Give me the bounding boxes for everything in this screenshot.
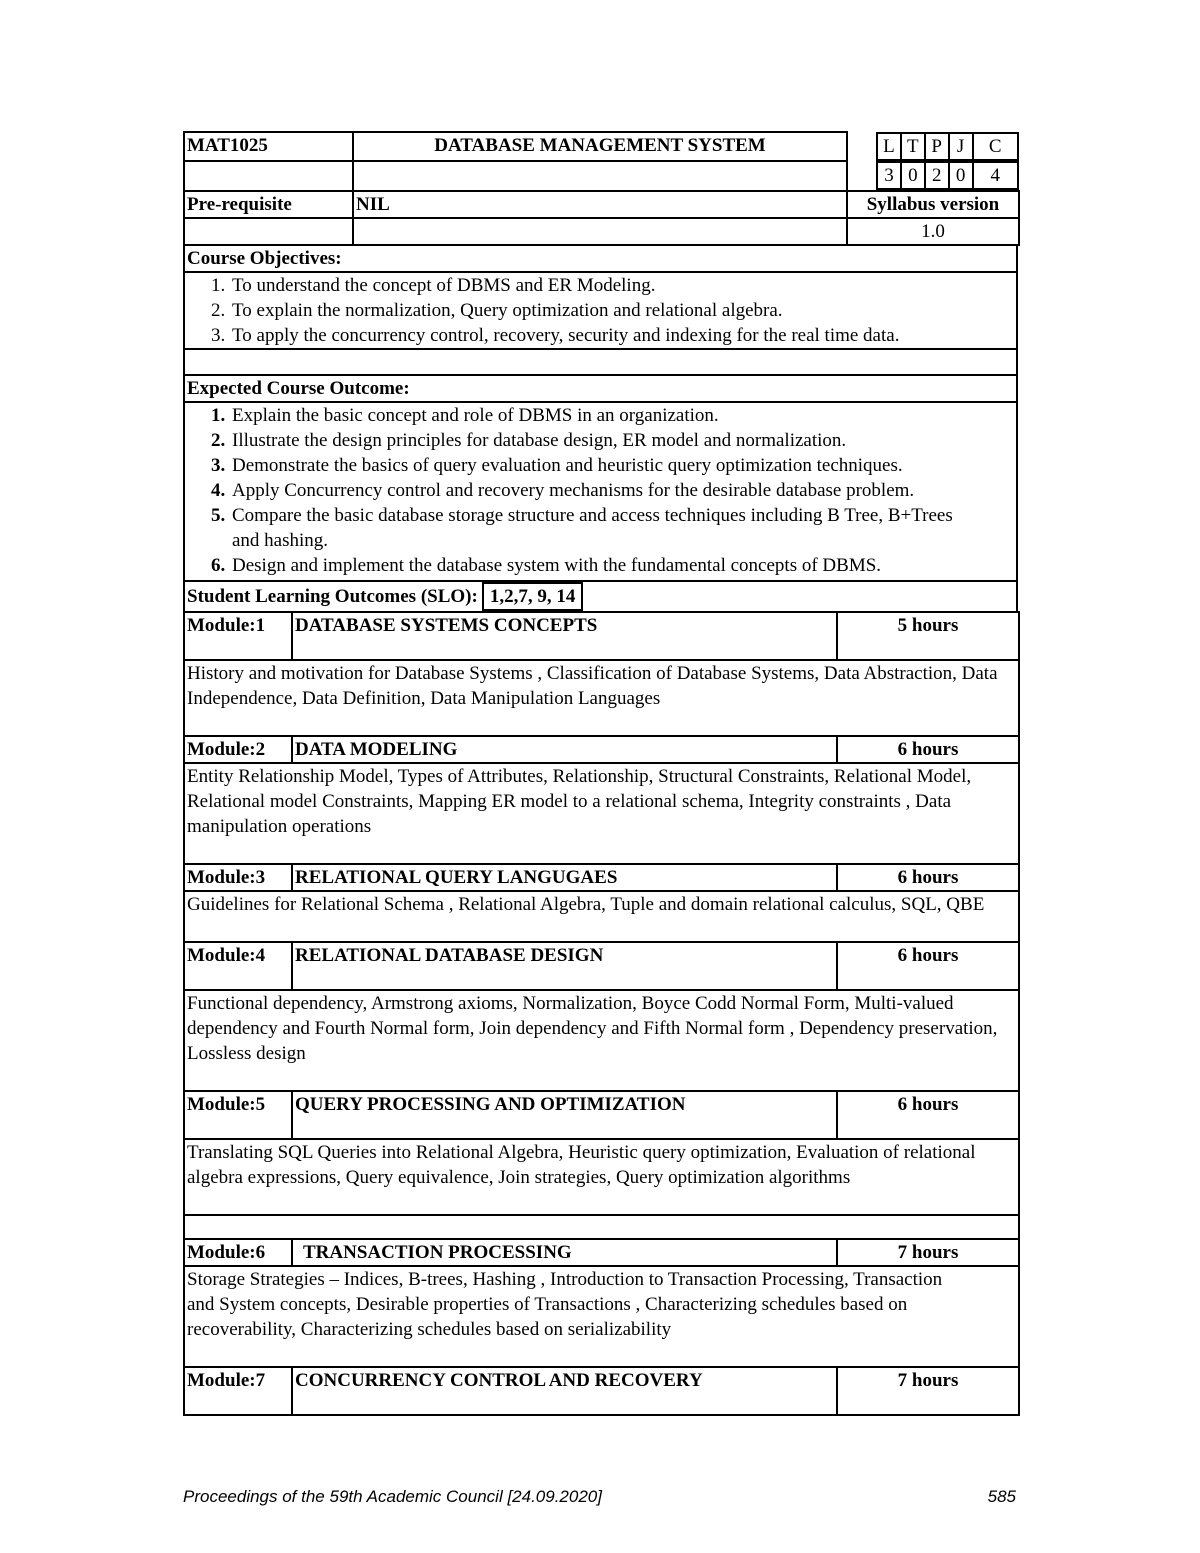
- outcome-item: 2. Illustrate the design principles for database design, ER model and normalization.: [230, 428, 1014, 453]
- objective-item: 1. To understand the concept of DBMS and ER Modeling.: [230, 273, 1014, 298]
- ltpjc-label: L: [877, 133, 901, 160]
- module-hours: 6 hours: [837, 864, 1019, 891]
- module-hours: 7 hours: [837, 1367, 1019, 1415]
- objectives-list-cell: [184, 272, 1017, 349]
- ltpjc-label: P: [925, 133, 949, 160]
- module-content: Translating SQL Queries into Relational Algebra, Heuristic query optimization, Evaluation of relational algebra expressions, Query equivalence, Join strategies, Query optimization algorithms: [184, 1139, 1019, 1215]
- prereq-label: Pre-requisite: [184, 191, 353, 218]
- module-content: Entity Relationship Model, Types of Attributes, Relationship, Structural Constraints, Relational Model, Relational model Constraints, Mapping ER model to a relational schema, Integrity constraints , Data manipulation operations: [184, 763, 1019, 864]
- module-label: Module:7: [184, 1367, 292, 1415]
- module-content: Functional dependency, Armstrong axioms, Normalization, Boyce Codd Normal Form, Multi-valued dependency and Fourth Normal form, Join dependency and Fifth Normal form , Dependency preservation, Lossless design: [184, 990, 1019, 1091]
- ltpjc-values-table: [876, 161, 1019, 190]
- ltpjc-values-cell: [847, 161, 1019, 191]
- module-label: Module:2: [184, 736, 292, 763]
- course-title: DATABASE MANAGEMENT SYSTEM: [353, 132, 847, 161]
- module-hours: 7 hours: [837, 1239, 1019, 1266]
- objective-item: 3. To apply the concurrency control, recovery, security and indexing for the real time data.: [230, 323, 1014, 348]
- ltpjc-value: 0: [949, 162, 973, 189]
- outcomes-heading: Expected Course Outcome:: [184, 375, 1017, 402]
- ltpjc-label: J: [949, 133, 973, 160]
- ltpjc-value: 3: [877, 162, 901, 189]
- objectives-list: [187, 273, 1014, 348]
- page-footer: [183, 1487, 1016, 1507]
- module-title: QUERY PROCESSING AND OPTIMIZATION: [292, 1091, 837, 1139]
- module-hours: 6 hours: [837, 1091, 1019, 1139]
- module-title: CONCURRENCY CONTROL AND RECOVERY: [292, 1367, 837, 1415]
- module-title: DATA MODELING: [292, 736, 837, 763]
- objectives-heading: Course Objectives:: [184, 245, 1017, 272]
- module-hours: 5 hours: [837, 612, 1019, 660]
- outcome-item: 5. Compare the basic database storage structure and access techniques including B Tree, B+Trees and hashing.: [230, 503, 1014, 553]
- outcome-item: 6. Design and implement the database system with the fundamental concepts of DBMS.: [230, 553, 1014, 578]
- slo-row: [184, 581, 1017, 612]
- empty-row: [184, 349, 1017, 375]
- module-label: Module:3: [184, 864, 292, 891]
- empty-row: [184, 1215, 1019, 1239]
- modules-table: [183, 611, 1020, 1416]
- ltpjc-label: T: [901, 133, 925, 160]
- syllabus-document: [183, 131, 1018, 1416]
- module-title: RELATIONAL DATABASE DESIGN: [292, 942, 837, 990]
- empty-cell: [353, 218, 847, 245]
- outcome-item: 1. Explain the basic concept and role of DBMS in an organization.: [230, 403, 1014, 428]
- module-hours: 6 hours: [837, 736, 1019, 763]
- slo-label: Student Learning Outcomes (SLO):: [187, 586, 478, 607]
- module-label: Module:4: [184, 942, 292, 990]
- module-content: Guidelines for Relational Schema , Relational Algebra, Tuple and domain relational calculus, SQL, QBE: [184, 891, 1019, 942]
- ltpjc-table: [876, 132, 1019, 161]
- module-label: Module:1: [184, 612, 292, 660]
- outcome-item: 4. Apply Concurrency control and recovery mechanisms for the desirable database problem.: [230, 478, 1014, 503]
- ltpjc-value: 0: [901, 162, 925, 189]
- course-code: MAT1025: [184, 132, 353, 161]
- ltpjc-value: 2: [925, 162, 949, 189]
- footer-proceedings: Proceedings of the 59th Academic Council [24.09.2020]: [183, 1487, 602, 1506]
- outcomes-list: [187, 403, 1014, 578]
- page-number: 585: [987, 1487, 1016, 1506]
- slo-value: 1,2,7, 9, 14: [482, 582, 584, 611]
- ltpjc-cell: [847, 132, 1019, 161]
- outcomes-list-cell: [184, 402, 1017, 581]
- objectives-outcomes-table: [183, 244, 1018, 613]
- module-title: DATABASE SYSTEMS CONCEPTS: [292, 612, 837, 660]
- module-title: TRANSACTION PROCESSING: [292, 1239, 837, 1266]
- syllabus-version-label: Syllabus version: [847, 191, 1019, 218]
- module-content: Storage Strategies – Indices, B-trees, Hashing , Introduction to Transaction Processing, Transaction and System concepts, Desirable properties of Transactions , Characterizing schedules based on recoverability, Characterizing schedules based on serializability: [184, 1266, 1019, 1367]
- header-table: [183, 131, 1020, 246]
- module-hours: 6 hours: [837, 942, 1019, 990]
- empty-cell: [184, 218, 353, 245]
- syllabus-version-value: 1.0: [847, 218, 1019, 245]
- module-label: Module:6: [184, 1239, 292, 1266]
- ltpjc-label: C: [973, 133, 1019, 160]
- prereq-value: NIL: [353, 191, 847, 218]
- outcome-item: 3. Demonstrate the basics of query evaluation and heuristic query optimization techniques.: [230, 453, 1014, 478]
- module-title: RELATIONAL QUERY LANGUGAES: [292, 864, 837, 891]
- objective-item: 2. To explain the normalization, Query optimization and relational algebra.: [230, 298, 1014, 323]
- module-content: History and motivation for Database Systems , Classification of Database Systems, Data Abstraction, Data Independence, Data Definition, Data Manipulation Languages: [184, 660, 1019, 736]
- module-label: Module:5: [184, 1091, 292, 1139]
- empty-cell: [184, 161, 353, 191]
- ltpjc-value: 4: [973, 162, 1019, 189]
- empty-cell: [353, 161, 847, 191]
